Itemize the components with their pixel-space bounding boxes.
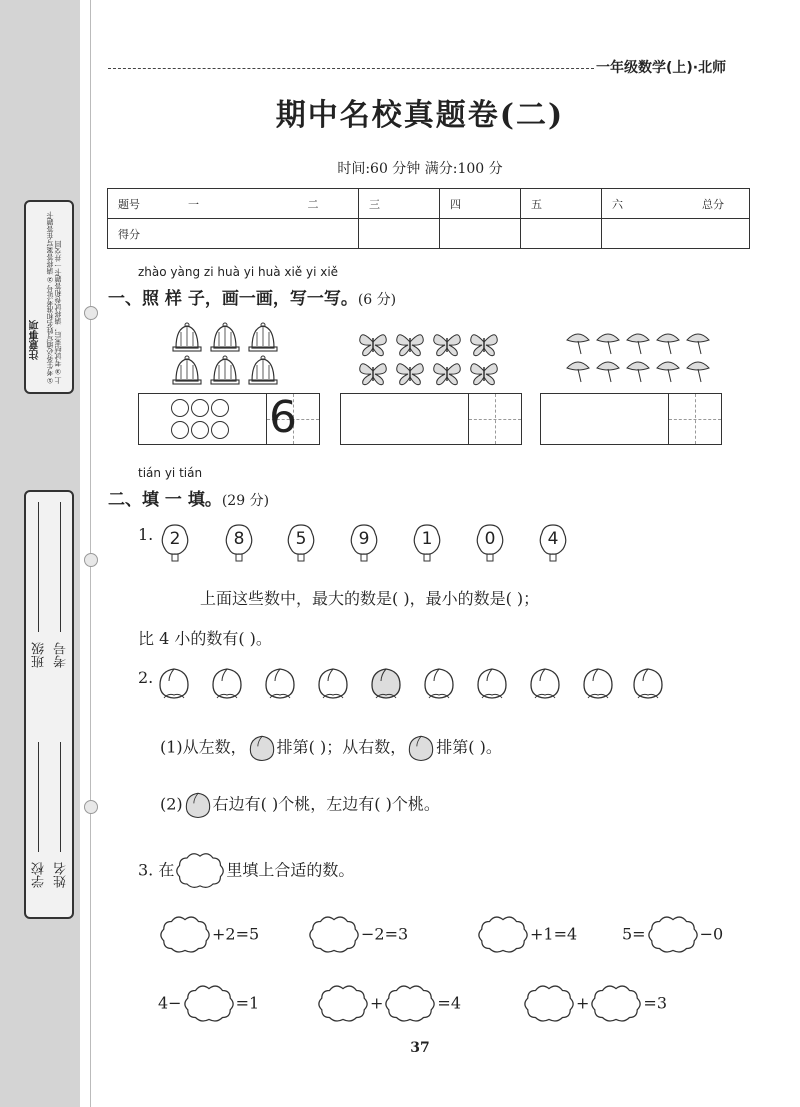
bell-icon-group xyxy=(172,322,282,388)
leaf-writing-grid[interactable] xyxy=(668,394,721,444)
exam-no-line xyxy=(60,502,61,632)
flower-input-blank[interactable] xyxy=(476,915,530,955)
score-cell-5: 五 xyxy=(521,189,602,219)
score-cell-label: 题号 xyxy=(108,189,179,219)
school-line xyxy=(38,742,39,852)
score-table-header-row xyxy=(108,189,750,219)
example-answer-digit: 6 xyxy=(269,392,297,443)
equation-text: =1 xyxy=(235,993,260,1013)
score-cell-2: 二 xyxy=(268,189,359,219)
butterfly-writing-grid[interactable] xyxy=(468,394,521,444)
equation-4 xyxy=(622,915,723,955)
tree-number-card xyxy=(412,523,442,563)
section1-heading-text: 一、照 样 子，画一画，写一写。 xyxy=(108,289,358,309)
equation-text: 5= xyxy=(622,924,646,944)
exam-time-score: 时间:60 分钟 满分:100 分 xyxy=(337,161,503,177)
score-table xyxy=(107,188,750,249)
punch-hole-2 xyxy=(84,553,98,567)
flower-input-blank[interactable] xyxy=(589,984,643,1024)
tree-number: 5 xyxy=(295,529,307,549)
equation-5 xyxy=(158,984,259,1024)
equation-text: −2=3 xyxy=(361,924,409,944)
equation-text: 4− xyxy=(158,993,182,1013)
tree-number: 4 xyxy=(547,529,559,549)
section2-heading xyxy=(108,485,269,510)
punch-hole-1 xyxy=(84,306,98,320)
section2-pinyin: tián yi tián xyxy=(138,466,203,480)
q2-part1-b: 排第( )；从右数， xyxy=(276,737,407,757)
flower-input-blank[interactable] xyxy=(646,915,700,955)
page-title: 期中名校真题卷(二) xyxy=(275,98,565,133)
butterfly-answer-box[interactable] xyxy=(340,393,522,445)
q2-part2-b: 右边有( )个桃，左边有( )个桃。 xyxy=(212,794,440,814)
q2-number: 2. xyxy=(138,668,154,687)
header-dash-line xyxy=(108,68,594,69)
score-input-5[interactable] xyxy=(521,219,602,249)
name-label: 姓名 xyxy=(54,862,69,888)
tree-number-card xyxy=(538,523,568,563)
header-grade-subject: 一年级数学(上)·北师 xyxy=(596,60,727,76)
equation-2 xyxy=(307,915,408,955)
tree-number-card xyxy=(475,523,505,563)
equation-3 xyxy=(476,915,577,955)
score-cell-4: 四 xyxy=(440,189,521,219)
q1-line2[interactable]: 比 4 小的数有( )。 xyxy=(138,629,272,648)
tree-number-card xyxy=(160,523,190,563)
section1-heading xyxy=(108,284,396,309)
leaf-icon-group xyxy=(565,328,715,388)
class-label: 班级 xyxy=(32,642,47,668)
equation-7 xyxy=(522,984,667,1024)
circle-icon xyxy=(171,399,189,417)
circle-icon xyxy=(191,421,209,439)
equation-text: + xyxy=(576,993,590,1013)
punch-hole-3 xyxy=(84,800,98,814)
tree-number: 0 xyxy=(484,529,496,549)
tree-number-card xyxy=(349,523,379,563)
score-cell-6: 六 xyxy=(602,189,693,219)
tree-number: 9 xyxy=(358,529,370,549)
q2-part2-a: (2) xyxy=(160,794,183,814)
page-number: 37 xyxy=(410,1040,430,1056)
flower-input-blank[interactable] xyxy=(158,915,212,955)
score-input-4[interactable] xyxy=(440,219,521,249)
notes-text: ①考生务必填写姓名和准考证号 ②请将答案写在答题卡上 ③考试结束后，请将试卷和答题卡一并交回 xyxy=(46,211,62,384)
circle-icon xyxy=(211,421,229,439)
tree-number-card xyxy=(224,523,254,563)
flower-input-blank[interactable] xyxy=(316,984,370,1024)
student-info-box xyxy=(24,490,74,919)
score-input-total[interactable] xyxy=(602,219,750,249)
score-cell-3: 三 xyxy=(359,189,440,219)
equation-text: + xyxy=(370,993,384,1013)
flower-input-blank[interactable] xyxy=(383,984,437,1024)
score-row-label: 得分 xyxy=(108,219,359,249)
notes-box xyxy=(24,200,74,394)
tree-number: 1 xyxy=(421,529,433,549)
notes-title: 注意事项 xyxy=(30,320,41,360)
equation-text: +1=4 xyxy=(530,924,578,944)
class-line xyxy=(38,502,39,632)
score-table-score-row xyxy=(108,219,750,249)
flower-input-blank[interactable] xyxy=(307,915,361,955)
section2-points: (29 分) xyxy=(221,493,270,509)
leaf-answer-box[interactable] xyxy=(540,393,722,445)
q3-intro xyxy=(138,852,354,890)
equation-6 xyxy=(316,984,461,1024)
school-label: 学校 xyxy=(32,862,47,888)
peach-row xyxy=(158,665,668,703)
tree-number-card xyxy=(286,523,316,563)
flower-input-blank[interactable] xyxy=(182,984,236,1024)
q2-part2[interactable] xyxy=(160,790,440,820)
tree-number: 2 xyxy=(169,529,181,549)
equation-1 xyxy=(158,915,259,955)
tree-number: 8 xyxy=(233,529,245,549)
score-input-3[interactable] xyxy=(359,219,440,249)
equation-text: +2=5 xyxy=(212,924,260,944)
section2-heading-text: 二、填 一 填。 xyxy=(108,490,222,510)
q2-part1-a: (1)从左数， xyxy=(160,737,247,757)
score-cell-total: 总分 xyxy=(692,189,750,219)
q3-intro-a: 3. 在 xyxy=(138,860,175,880)
q1-number: 1. xyxy=(138,525,154,544)
example-answer-box xyxy=(138,393,320,445)
equation-text: =3 xyxy=(643,993,667,1013)
peach-icon xyxy=(406,733,436,763)
name-line xyxy=(60,742,61,852)
score-cell-1: 一 xyxy=(178,189,268,219)
flower-input-blank[interactable] xyxy=(522,984,576,1024)
circle-icon xyxy=(191,399,209,417)
exam-no-label: 考号 xyxy=(54,642,69,668)
flower-icon xyxy=(174,852,226,890)
peach-icon xyxy=(183,790,213,820)
circle-icon xyxy=(171,421,189,439)
equation-text: =4 xyxy=(437,993,461,1013)
circle-icon xyxy=(211,399,229,417)
section1-pinyin: zhào yàng zi huà yi huà xiě yi xiě xyxy=(138,265,339,279)
q1-line1[interactable]: 上面这些数中，最大的数是( )，最小的数是( )； xyxy=(200,589,540,608)
peach-icon xyxy=(247,733,277,763)
section1-points: (6 分) xyxy=(357,292,397,308)
q2-part1-c: 排第( )。 xyxy=(436,737,502,757)
q3-intro-b: 里填上合适的数。 xyxy=(226,860,355,880)
butterfly-icon-group xyxy=(358,330,503,388)
equation-text: −0 xyxy=(699,924,724,944)
q2-part1[interactable] xyxy=(160,733,502,763)
